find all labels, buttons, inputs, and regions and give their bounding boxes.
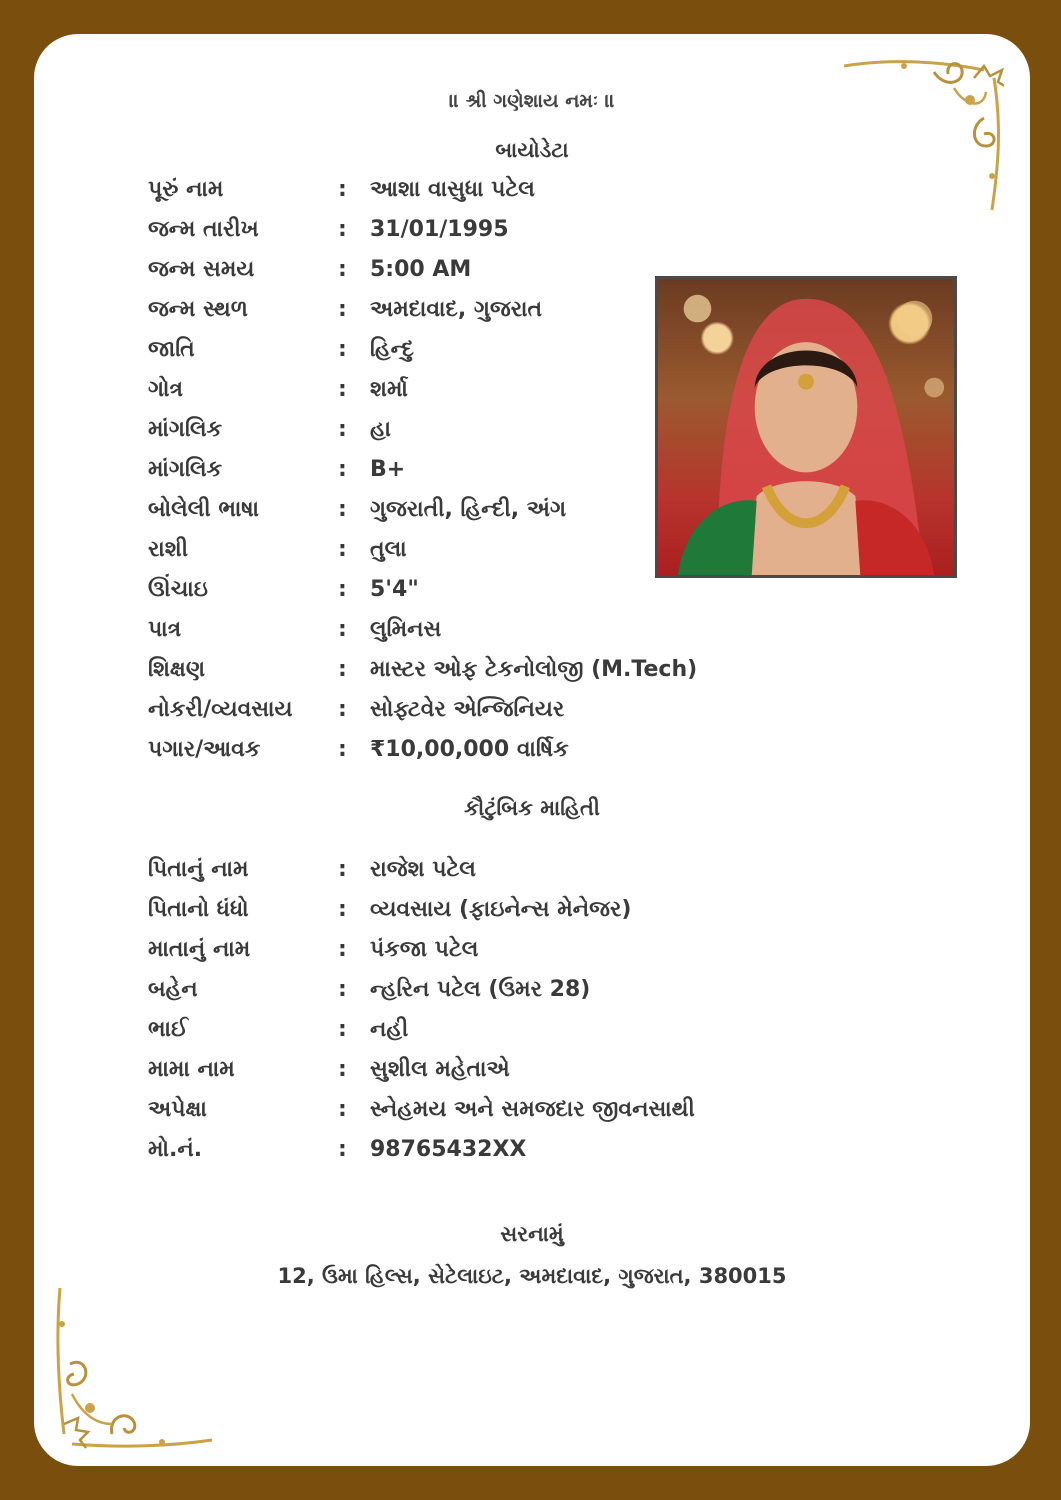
- separator: :: [338, 1097, 347, 1122]
- separator: :: [338, 977, 347, 1002]
- detail-value: સ્નેહમય અને સમજદાર જીવનસાથી: [370, 1097, 695, 1122]
- detail-label: અપેક્ષા: [148, 1097, 207, 1122]
- separator: :: [338, 177, 347, 202]
- detail-row: [148, 610, 948, 650]
- biodata-title: બાયોડેટા: [495, 138, 569, 162]
- separator: :: [338, 537, 347, 562]
- detail-row: [148, 690, 948, 730]
- separator: :: [338, 377, 347, 402]
- separator: :: [338, 337, 347, 362]
- detail-label: બોલેલી ભાષા: [148, 497, 260, 522]
- detail-label: જન્મ સમય: [148, 257, 255, 282]
- detail-value: ગુજરાતી, હિન્દી, અંગ: [370, 497, 567, 522]
- detail-value: તુલા: [370, 537, 407, 562]
- profile-photo: [655, 276, 957, 578]
- separator: :: [338, 857, 347, 882]
- separator: :: [338, 697, 347, 722]
- detail-row: [148, 930, 948, 970]
- bride-portrait-icon: [658, 279, 954, 575]
- detail-label: મામા નામ: [148, 1057, 235, 1082]
- separator: :: [338, 297, 347, 322]
- separator: :: [338, 1017, 347, 1042]
- separator: :: [338, 937, 347, 962]
- detail-value: 31/01/1995: [370, 217, 509, 242]
- detail-label: નોકરી/વ્યવસાય: [148, 697, 293, 722]
- detail-row: [148, 1010, 948, 1050]
- detail-row: [148, 890, 948, 930]
- address-text: 12, ઉમા હિલ્સ, સેટેલાઇટ, અમદાવાદ, ગુજરાત, 380015: [277, 1264, 787, 1288]
- biodata-card: [34, 34, 1030, 1466]
- detail-row: [148, 850, 948, 890]
- detail-value: ₹10,00,000 વાર્ષિક: [370, 737, 569, 762]
- detail-value: વ્યવસાય (ફાઇનેન્સ મેનેજર): [370, 897, 632, 922]
- detail-value: 98765432XX: [370, 1137, 527, 1162]
- detail-row: [148, 1050, 948, 1090]
- detail-value: લુમિનસ: [370, 617, 442, 642]
- detail-row: [148, 970, 948, 1010]
- detail-label: પગાર/આવક: [148, 737, 261, 762]
- detail-label: પિતાનું નામ: [148, 857, 249, 882]
- detail-value: B+: [370, 457, 406, 482]
- detail-value: 5'4": [370, 577, 419, 602]
- detail-label: બહેન: [148, 977, 198, 1002]
- separator: :: [338, 217, 347, 242]
- separator: :: [338, 737, 347, 762]
- family-info-title: કૌટુંબિક માહિતી: [464, 796, 600, 820]
- family-details: [148, 850, 948, 1170]
- separator: :: [338, 657, 347, 682]
- detail-row: [148, 1130, 948, 1170]
- detail-value: શર્મા: [370, 377, 408, 402]
- detail-label: જન્મ સ્થળ: [148, 297, 248, 322]
- detail-value: રાજેશ પટેલ: [370, 857, 476, 882]
- detail-value: પંકજા પટેલ: [370, 937, 479, 962]
- detail-row: [148, 210, 948, 250]
- detail-label: માતાનું નામ: [148, 937, 251, 962]
- detail-label: શિક્ષણ: [148, 657, 206, 682]
- floral-ornament-icon: [52, 1284, 222, 1454]
- detail-label: રાશી: [148, 537, 189, 562]
- detail-label: જન્મ તારીખ: [148, 217, 259, 242]
- separator: :: [338, 1137, 347, 1162]
- detail-row: [148, 730, 948, 770]
- detail-value: સુશીલ મહેતાએ: [370, 1057, 510, 1082]
- detail-label: પાત્ર: [148, 617, 182, 642]
- separator: :: [338, 897, 347, 922]
- detail-label: ઊંચાઇ: [148, 577, 208, 602]
- detail-row: [148, 1090, 948, 1130]
- detail-label: ભાઈ: [148, 1017, 188, 1042]
- separator: :: [338, 257, 347, 282]
- detail-value: અમદાવાદ, ગુજરાત: [370, 297, 543, 322]
- detail-value: નહી: [370, 1017, 409, 1042]
- separator: :: [338, 457, 347, 482]
- detail-label: જાતિ: [148, 337, 195, 362]
- separator: :: [338, 497, 347, 522]
- detail-label: માંગલિક: [148, 417, 223, 442]
- separator: :: [338, 1057, 347, 1082]
- detail-label: માંગલિક: [148, 457, 223, 482]
- detail-label: મો.નં.: [148, 1137, 203, 1162]
- detail-label: પિતાનો ધંધો: [148, 897, 249, 922]
- detail-label: ગોત્ર: [148, 377, 184, 402]
- detail-value: માસ્ટર ઓફ ટેકનોલોજી (M.Tech): [370, 657, 698, 682]
- detail-value: સોફ્ટવેર એન્જિનિયર: [370, 697, 565, 722]
- detail-label: પૂરું નામ: [148, 177, 224, 202]
- detail-value: હિન્દુ: [370, 337, 414, 362]
- separator: :: [338, 417, 347, 442]
- address-title: સરનામું: [500, 1222, 564, 1246]
- detail-row: [148, 170, 948, 210]
- detail-value: આશા વાસુધા પટેલ: [370, 177, 535, 202]
- detail-row: [148, 650, 948, 690]
- separator: :: [338, 617, 347, 642]
- invocation-text: ॥ શ્રી ગણેશાય નમઃ ॥: [449, 90, 615, 112]
- detail-value: 5:00 AM: [370, 257, 472, 282]
- detail-value: ન્હરિન પટેલ (ઉમર 28): [370, 977, 591, 1002]
- separator: :: [338, 577, 347, 602]
- detail-value: હા: [370, 417, 392, 442]
